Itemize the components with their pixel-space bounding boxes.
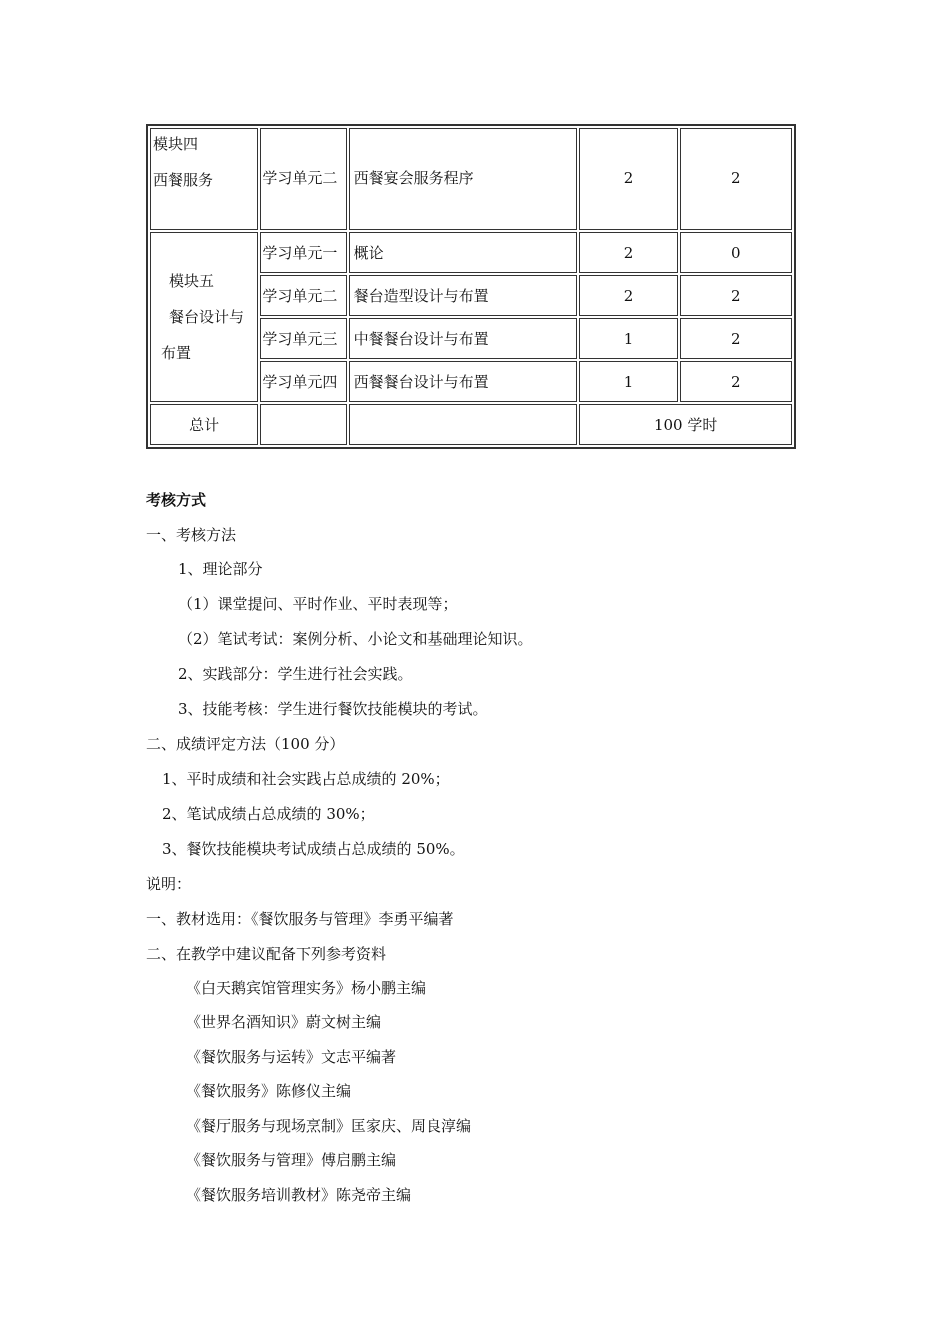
unit-cell: 学习单元四 [260,361,346,402]
unit-cell: 学习单元二 [260,128,346,230]
module4-number: 模块四 [153,135,199,153]
hours-theory-cell: 1 [579,318,677,359]
hours-theory-cell: 1 [579,361,677,402]
textbook-line: 一、教材选用：《餐饮服务与管理》李勇平编著 [146,910,454,928]
ref-item: 《世界名酒知识》蔚文树主编 [186,1013,382,1031]
table-row [150,232,792,273]
theory-item-1: （1）课堂提问、平时作业、平时表现等； [178,595,458,613]
unit-cell: 学习单元二 [260,275,346,316]
practice-item: 2、实践部分：学生进行社会实践。 [178,665,413,683]
empty-cell [349,404,578,445]
hours-theory-cell: 2 [579,275,677,316]
course-hours-table [146,124,796,449]
hours-practice-cell: 2 [680,318,792,359]
hours-practice-cell: 2 [680,128,792,230]
ref-item: 《餐饮服务与运转》文志平编著 [186,1048,397,1066]
module4-title: 西餐服务 [153,171,214,189]
unit-name-cell: 西餐宴会服务程序 [349,128,578,230]
unit-name-cell: 西餐餐台设计与布置 [349,361,578,402]
grading-item-3: 3、餐饮技能模块考试成绩占总成绩的 50%。 [162,840,465,858]
ref-item: 《餐厅服务与现场烹制》匡家庆、周良淳编 [186,1117,472,1135]
grading-item-1: 1、平时成绩和社会实践占总成绩的 20%； [162,770,450,788]
grading-item-2: 2、笔试成绩占总成绩的 30%； [162,805,375,823]
unit-name-cell: 中餐餐台设计与布置 [349,318,578,359]
notes-title: 说明： [146,875,192,893]
grading-title: 二、成绩评定方法（100 分） [146,735,345,753]
ref-item: 《餐饮服务培训教材》陈尧帝主编 [186,1186,412,1204]
unit-cell: 学习单元三 [260,318,346,359]
ref-item: 《餐饮服务》陈修仪主编 [186,1082,352,1100]
hours-practice-cell: 0 [680,232,792,273]
refs-title: 二、在教学中建议配备下列参考资料 [146,945,387,963]
ref-item: 《餐饮服务与管理》傅启鹏主编 [186,1151,397,1169]
hours-theory-cell: 2 [579,128,677,230]
total-label-cell: 总计 [150,404,258,445]
table-row [150,128,792,230]
hours-theory-cell: 2 [579,232,677,273]
skill-item: 3、技能考核：学生进行餐饮技能模块的考试。 [178,700,488,718]
theory-item-2: （2）笔试考试：案例分析、小论文和基础理论知识。 [178,630,533,648]
unit-cell: 学习单元一 [260,232,346,273]
assessment-heading: 考核方式 [146,491,207,509]
module4-cell [150,128,258,230]
unit-name-cell: 餐台造型设计与布置 [349,275,578,316]
total-value-cell: 100 学时 [579,404,792,445]
ref-item: 《白天鹅宾馆管理实务》杨小鹏主编 [186,979,427,997]
unit-name-cell: 概论 [349,232,578,273]
table-row [150,404,792,445]
empty-cell [260,404,346,445]
theory-title: 1、理论部分 [178,560,263,578]
module5-cell: 模块五 餐台设计与 布置 [150,232,258,402]
hours-practice-cell: 2 [680,361,792,402]
hours-practice-cell: 2 [680,275,792,316]
method-title: 一、考核方法 [146,526,237,544]
